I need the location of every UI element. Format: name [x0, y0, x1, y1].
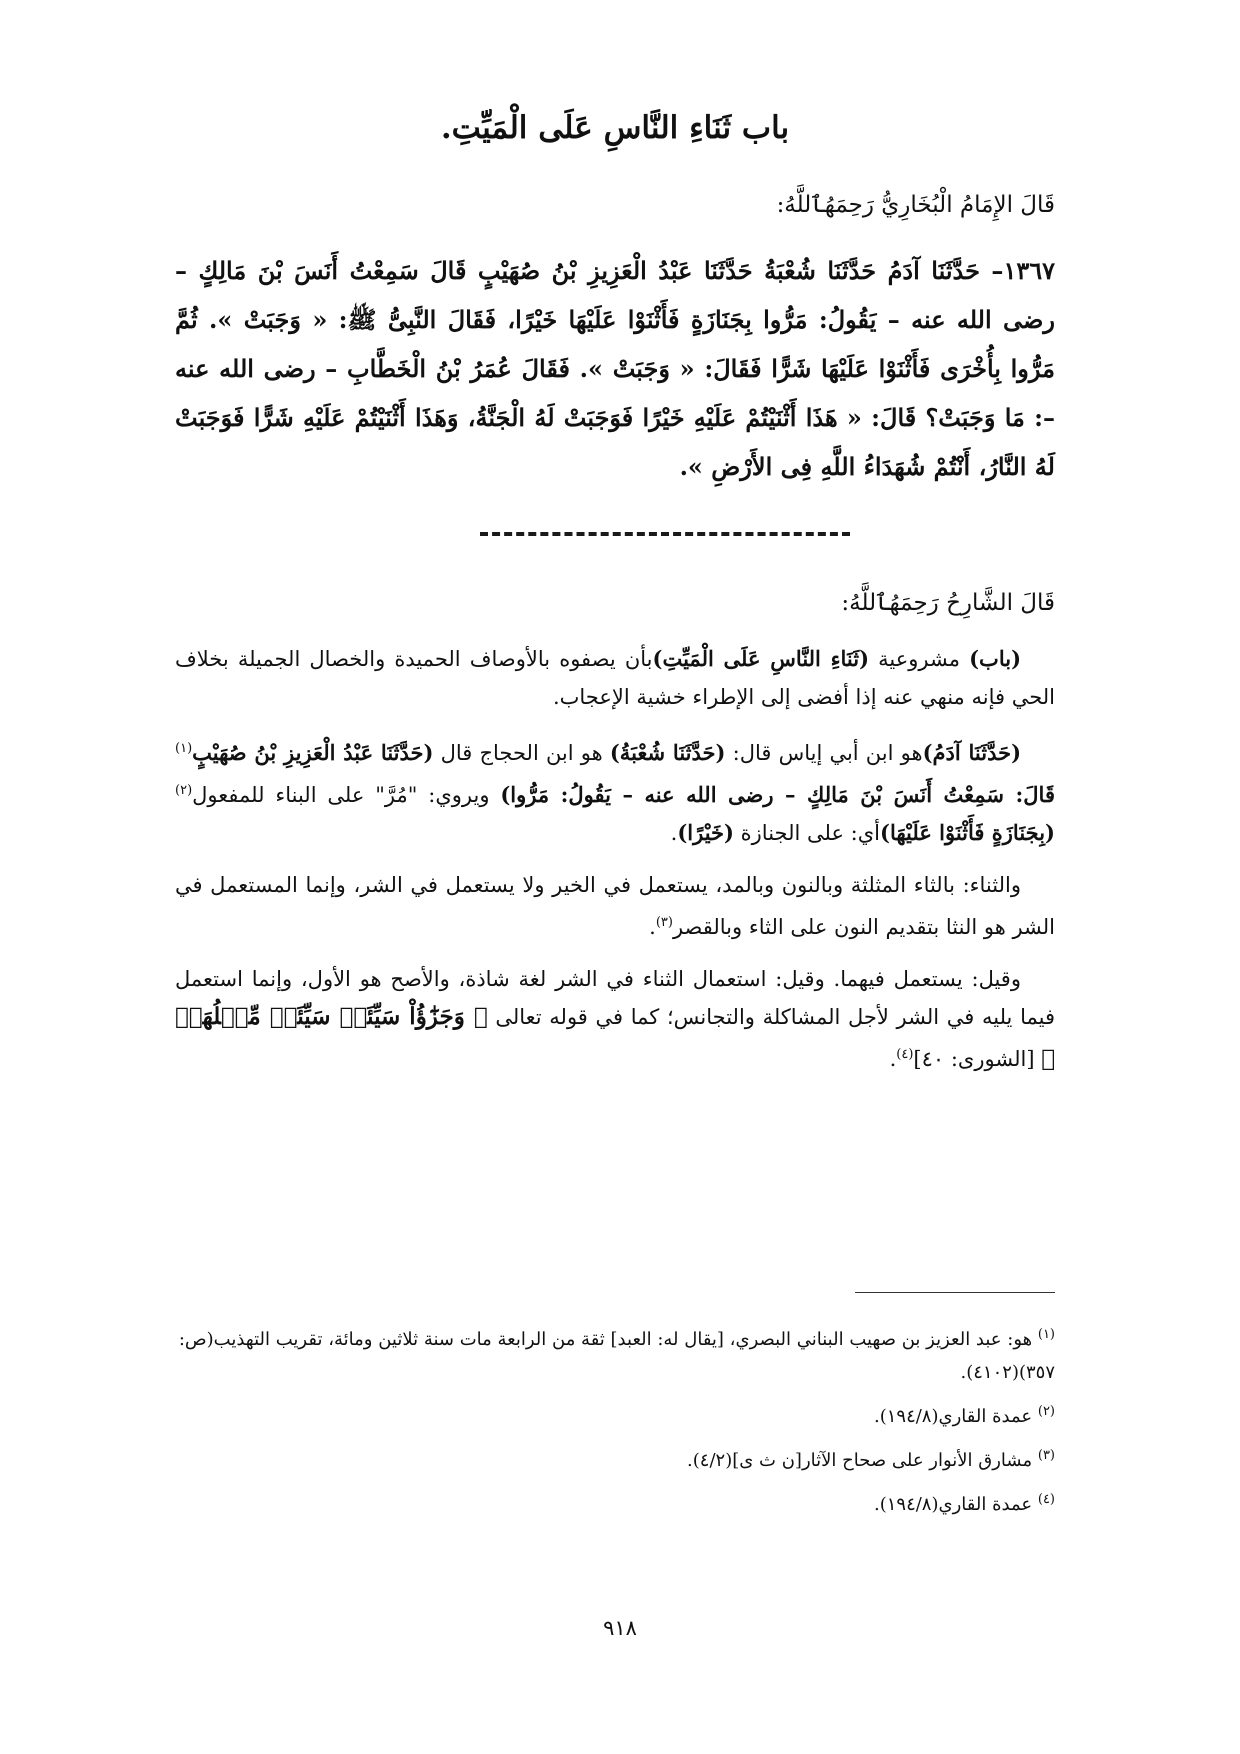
text-run: هو ابن الحجاج قال [433, 741, 610, 765]
footnote [175, 1439, 1055, 1477]
text-run: هو ابن أبي إياس قال: [725, 741, 923, 765]
commentary-paragraph [175, 730, 1055, 852]
text-run: مشروعية [869, 647, 970, 671]
bold-phrase: (حَدَّثَنَا آدَمُ) [922, 740, 1022, 765]
commentary-paragraph [175, 866, 1055, 946]
narrator-intro: قَالَ الإِمَامُ الْبُخَارِيُّ رَحِمَهُٱللَّهُ: [776, 192, 1055, 218]
footnote-number: (٣) [1037, 1448, 1055, 1463]
bold-phrase: (ثَنَاءِ النَّاسِ عَلَى الْمَيِّتِ) [652, 646, 870, 671]
footnote-text: عمدة القاري(١٩٤/٨). [873, 1494, 1033, 1515]
footnote-text: مشارق الأنوار على صحاح الآثار[ن ث ى](٤/٢). [687, 1450, 1033, 1471]
bold-phrase: (حَدَّثَنَا شُعْبَةُ) [609, 740, 726, 765]
footnotes [175, 1318, 1055, 1527]
hadith-text: ١٣٦٧– حَدَّثَنَا آدَمُ حَدَّثَنَا شُعْبَةُ حَدَّثَنَا عَبْدُ الْعَزِيزِ بْنُ صُهَيْبٍ قَالَ سَمِعْتُ أَنَسَ بْنَ مَالِكٍ – رضى الله عنه – يَقُولُ: مَرُّوا بِجَنَازَةٍ فَأَثْنَوْا عَلَيْهَا خَيْرًا، فَقَالَ النَّبِىُّ ﷺ: « وَجَبَتْ ». ثُمَّ مَرُّوا بِأُخْرَى فَأَثْنَوْا عَلَيْهَا شَرًّا فَقَالَ: « وَجَبَتْ ». فَقَالَ عُمَرُ بْنُ الْخَطَّابِ – رضى الله عنه –: مَا وَجَبَتْ؟ قَالَ: « هَذَا أَثْنَيْتُمْ عَلَيْهِ خَيْرًا فَوَجَبَتْ لَهُ الْجَنَّةُ، وَهَذَا أَثْنَيْتُمْ عَلَيْهِ شَرًّا فَوَجَبَتْ لَهُ النَّارُ، أَنْتُمْ شُهَدَاءُ اللَّهِ فِى الأَرْضِ ». [175, 256, 1055, 481]
bold-phrase: (خَيْرًا) [677, 820, 734, 845]
footnote [175, 1395, 1055, 1433]
footnote-number: (٢) [1037, 1404, 1055, 1419]
text-run: . [649, 915, 656, 939]
text-run: وقيل: يستعمل فيهما. وقيل: استعمال الثناء في الشر لغة شاذة، والأصح هو الأول، وإنما استعمل فيما يليه في الشر لأجل المشاكلة والتجانس؛ كما في قوله تعالى [175, 967, 1055, 1029]
text-run: أي: على الجنازة [733, 821, 881, 845]
commentary [175, 640, 1055, 1092]
footnote-text: عمدة القاري(١٩٤/٨). [873, 1406, 1033, 1427]
bold-phrase: (حَدَّثَنَا عَبْدُ الْعَزِيزِ بْنُ صُهَيْبٍ [192, 740, 434, 765]
footnote-text: هو: عبد العزيز بن صهيب البناني البصري، [يقال له: العبد] ثقة من الرابعة مات سنة ثلاثين ومائة، تقريب التهذيب(ص: ٣٥٧)(٤١٠٢). [178, 1329, 1055, 1383]
commentary-paragraph [175, 960, 1055, 1078]
footnote-ref: (٣) [655, 915, 673, 930]
footnote-number: (١) [1037, 1327, 1055, 1342]
quran-verse: ﴿ وَجَزَٰٓؤُاْ سَيِّئَةٖ سَيِّئَةٞ مِّثۡلُهَاۖ ﴾ [175, 1003, 1055, 1072]
text-run: والثناء: بالثاء المثلثة وبالنون وبالمد، يستعمل في الخير ولا يستعمل في الشر، وإنما المستعمل في الشر هو النثا بتقديم النون على الثاء وبالقصر [175, 873, 1055, 939]
bold-phrase: (بِجَنَازَةٍ فَأَثْنَوْا عَلَيْهَا) [880, 820, 1055, 845]
footnote [175, 1318, 1055, 1389]
bold-phrase: (باب) [969, 646, 1022, 671]
commentator-intro: قَالَ الشَّارِحُ رَحِمَهُٱللَّهُ: [841, 590, 1055, 616]
footnote [175, 1483, 1055, 1521]
footnote-number: (٤) [1037, 1492, 1055, 1507]
text-run: ويروي: "مُرَّ" على البناء للمفعول [192, 783, 501, 807]
footnote-rule [855, 1292, 1055, 1293]
page-number: ٩١٨ [603, 1616, 637, 1640]
dashed-separator [480, 532, 850, 536]
footnote-ref: (٤) [896, 1047, 914, 1062]
text-run: [الشورى: ٤٠] [913, 1047, 1042, 1071]
bold-phrase: قَالَ: سَمِعْتُ أَنَسَ بْنَ مَالِكٍ – رضى الله عنه – يَقُولُ: مَرُّوا) [500, 782, 1055, 807]
text-run: . [670, 821, 678, 845]
chapter-title: باب ثَنَاءِ النَّاسِ عَلَى الْمَيِّتِ. [440, 110, 790, 146]
footnote-ref: (٢) [175, 783, 193, 798]
text-run: بأن يصفوه بالأوصاف الحميدة والخصال الجميلة بخلاف الحي فإنه منهي عنه إذا أفضى إلى الإطراء خشية الإعجاب. [175, 647, 1055, 709]
commentary-paragraph [175, 640, 1055, 716]
footnote-ref: (١) [175, 741, 193, 756]
text-run: . [889, 1047, 897, 1071]
